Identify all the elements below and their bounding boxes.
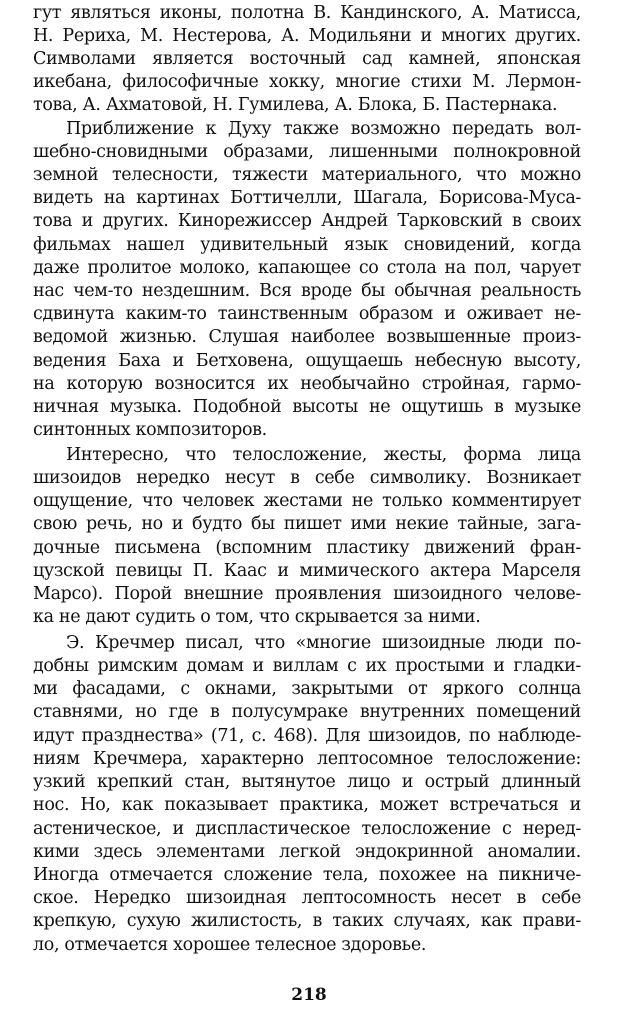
text-line: сдвинута каким-то таинственным образом и оживает не-: [33, 304, 581, 324]
text-line: синтонных композиторов.: [33, 420, 267, 440]
text-line: крепкую, сухую жилистость, в таких случаях, как прави-: [33, 911, 581, 931]
paragraph-first-line: Интересно, что телосложение, жесты, форма лица: [66, 445, 581, 465]
text-line: узкий крепкий стан, вытянутое лицо и острый длинный: [33, 772, 581, 792]
text-line: ведения Баха и Бетховена, ощущаешь небесную высоту,: [33, 351, 581, 371]
text-line: дочные письмена (вспомним пластику движений фран-: [33, 538, 581, 558]
text-line: нос. Но, как показывает практика, может встречаться и: [33, 795, 581, 815]
text-line: ставнями, но где в полусумраке внутренних помещений: [33, 702, 581, 722]
text-line: шизоидов нередко несут в себе символику. Возникает: [33, 468, 581, 488]
text-line: гут являться иконы, полотна В. Кандинского, А. Матисса,: [33, 3, 581, 23]
text-line: ми фасадами, с окнами, закрытыми от яркого солнца: [33, 679, 581, 699]
text-line: ское. Нередко шизоидная лептосомность несет в себе: [33, 888, 581, 908]
text-line: ощущение, что человек жестами не только комментирует: [33, 491, 581, 511]
text-line: ка не дают судить о том, что скрывается за ними.: [33, 607, 481, 627]
text-line: кими здесь элементами легкой эндокринной аномалии.: [33, 842, 581, 862]
text-line: видеть на картинах Боттичелли, Шагала, Борисова-Муса-: [33, 188, 581, 208]
text-line: икебана, философичные хокку, многие стихи М. Лермон-: [33, 72, 581, 92]
page-number: 218: [291, 985, 327, 1005]
text-line: даже пролитое молоко, капающее со стола на пол, чарует: [33, 258, 581, 278]
paragraph-first-line: Э. Кречмер писал, что «многие шизоидные люди по-: [66, 633, 581, 653]
text-line: астеническое, и диспластическое телосложение с неред-: [33, 819, 581, 839]
text-line: ничная музыка. Подобной высоты не ощутишь в музыке: [33, 397, 581, 417]
text-line: шебно-сновидными образами, лишенными полнокровной: [33, 142, 581, 162]
text-line: Символами является восточный сад камней, японская: [33, 49, 581, 69]
text-line: това, А. Ахматовой, Н. Гумилева, А. Блока, Б. Пастернака.: [33, 95, 558, 115]
text-line: свою речь, но и будто бы пишет ими некие тайные, зага-: [33, 514, 581, 534]
text-line: фильмах нашел удивительный язык сновидений, когда: [33, 235, 581, 255]
text-line: Марсо). Порой внешние проявления шизоидного челове-: [33, 584, 581, 604]
text-line: ниям Кречмера, характерно лептосомное телосложение:: [33, 749, 581, 769]
text-line: Иногда отмечается сложение тела, похожее на пикниче-: [33, 865, 581, 885]
text-line: идут празднества» (71, с. 468). Для шизоидов, по наблюде-: [33, 726, 581, 746]
text-line: добны римским домам и виллам с их простыми и гладки-: [33, 656, 581, 676]
text-line: ло, отмечается хорошее телесное здоровье.: [33, 935, 427, 955]
text-line: Н. Рериха, М. Нестерова, А. Модильяни и многих других.: [33, 26, 581, 46]
paragraph-first-line: Приближение к Духу также возможно передать вол-: [66, 119, 581, 139]
text-line: ведомой жизнью. Слушая наиболее возвышенные произ-: [33, 327, 581, 347]
text-line: земной телесности, тяжести материального, что можно: [33, 165, 581, 185]
text-line: цузской певицы П. Каас и мимического актера Марселя: [33, 561, 581, 581]
text-line: това и других. Кинорежиссер Андрей Тарковский в своих: [33, 211, 581, 231]
text-line: нас чем-то нездешним. Вся вроде бы обычная реальность: [33, 281, 581, 301]
text-line: на которую возносится их необычайно стройная, гармо-: [33, 374, 581, 394]
